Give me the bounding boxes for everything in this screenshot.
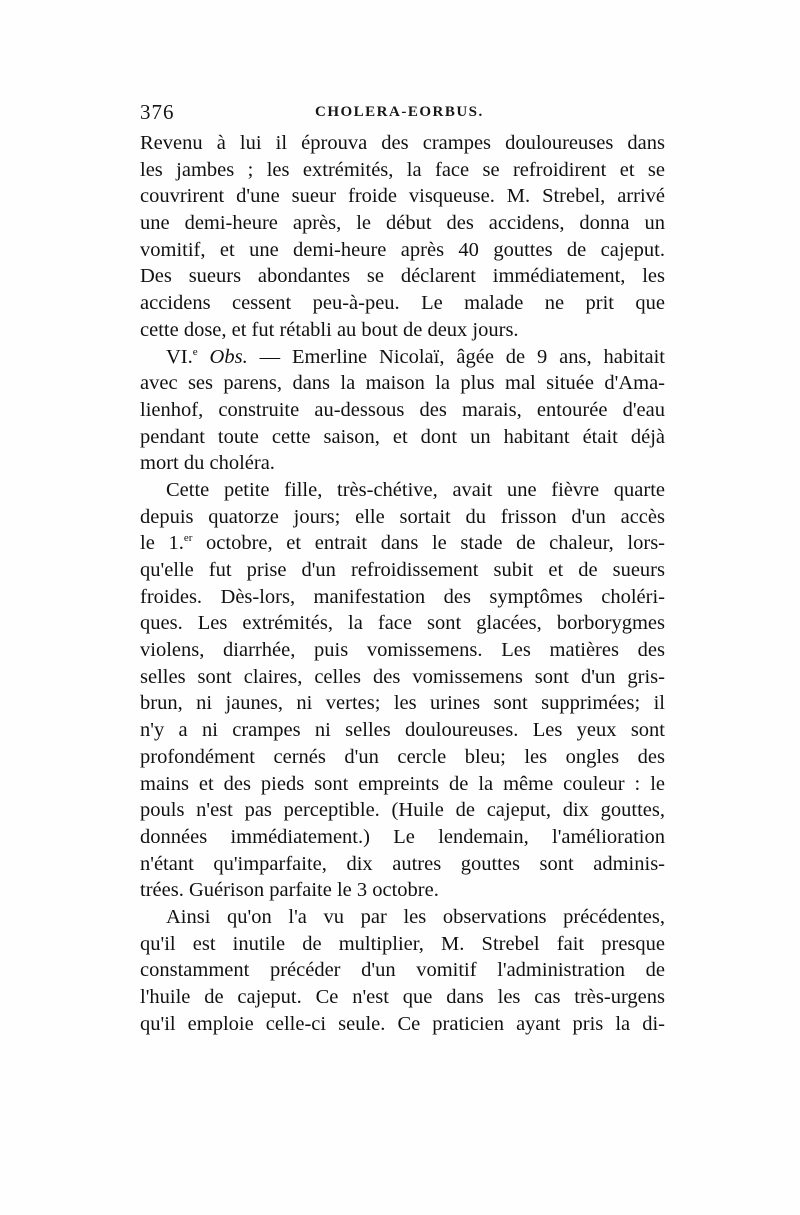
text-line: avec ses parens, dans la maison la plus mal située d'Ama-	[140, 372, 665, 395]
text-line: n'y a ni crampes ni selles douloureuses. Les yeux sont	[140, 719, 665, 742]
text-line: Revenu à lui il éprouva des crampes douloureuses dans	[140, 132, 665, 154]
text-line: depuis quatorze jours; elle sortait du frisson d'un accès	[140, 505, 665, 528]
page-number: 376	[140, 100, 175, 124]
text-line: mains et des pieds sont empreints de la même couleur : le	[140, 772, 665, 795]
text-line: pendant toute cette saison, et dont un habitant était déjà	[140, 425, 665, 448]
text-line: violens, diarrhée, puis vomissemens. Les matières des	[140, 639, 665, 662]
text-line: données immédiatement.) Le lendemain, l'amélioration	[140, 825, 665, 848]
body-text	[140, 130, 665, 1037]
text-line: lienhof, construite au-dessous des marais, entourée d'eau	[140, 398, 665, 421]
text-line: les jambes ; les extrémités, la face se refroidirent et se	[140, 158, 665, 181]
text-line: qu'il emploie celle-ci seule. Ce praticien ayant pris la di-	[140, 1012, 665, 1035]
running-head: CHOLERA-EORBUS.	[315, 104, 484, 120]
text-line: selles sont claires, celles des vomissemens sont d'un gris-	[140, 665, 665, 688]
text-line: Cette petite fille, très-chétive, avait une fièvre quarte	[166, 478, 665, 501]
text-line: Des sueurs abondantes se déclarent immédiatement, les	[140, 265, 665, 288]
text-line: qu'il est inutile de multiplier, M. Strebel fait presque	[140, 932, 665, 955]
text-line: vomitif, et une demi-heure après 40 gouttes de cajeput.	[140, 238, 665, 261]
text-line: couvrirent d'une sueur froide visqueuse. M. Strebel, arrivé	[140, 185, 665, 208]
page-header	[140, 100, 665, 130]
text-line: une demi-heure après, le début des accidens, donna un	[140, 212, 665, 235]
text-fragment: le 1.	[140, 532, 184, 555]
text-fragment: octobre, et entrait dans le stade de chaleur, lors-	[206, 532, 666, 555]
text-line: constamment précéder d'un vomitif l'administration de	[140, 959, 665, 982]
text-line: l'huile de cajeput. Ce n'est que dans les cas très-urgens	[140, 986, 665, 1008]
ordinal-superscript: er	[183, 532, 193, 545]
text-line: cette dose, et fut rétabli au bout de deux jours.	[140, 318, 519, 341]
text-line: ques. Les extrémités, la face sont glacées, borborygmes	[140, 612, 665, 635]
text-line: froides. Dès-lors, manifestation des symptômes choléri-	[140, 585, 665, 608]
text-fragment: — Emerline Nicolaï, âgée de 9 ans, habitait	[259, 345, 665, 368]
text-line: qu'elle fut prise d'un refroidissement subit et de sueurs	[140, 559, 665, 581]
observation-heading-line	[140, 344, 665, 371]
observation-label: Obs.	[209, 345, 248, 368]
ordinal-superscript: e	[192, 345, 198, 358]
text-line: pouls n'est pas perceptible. (Huile de cajeput, dix gouttes,	[140, 799, 665, 822]
text-line: accidens cessent peu-à-peu. Le malade ne prit que	[140, 292, 665, 315]
text-line: n'étant qu'imparfaite, dix autres gouttes sont adminis-	[140, 852, 665, 875]
date-line	[140, 530, 665, 557]
text-line: profondément cernés d'un cercle bleu; les ongles des	[140, 745, 665, 768]
text-line: brun, ni jaunes, ni vertes; les urines sont supprimées; il	[140, 692, 665, 715]
observation-number: VI.	[166, 345, 193, 368]
text-line: Ainsi qu'on l'a vu par les observations précédentes,	[166, 905, 665, 928]
text-line: trées. Guérison parfaite le 3 octobre.	[140, 879, 439, 902]
text-line: mort du choléra.	[140, 452, 275, 475]
